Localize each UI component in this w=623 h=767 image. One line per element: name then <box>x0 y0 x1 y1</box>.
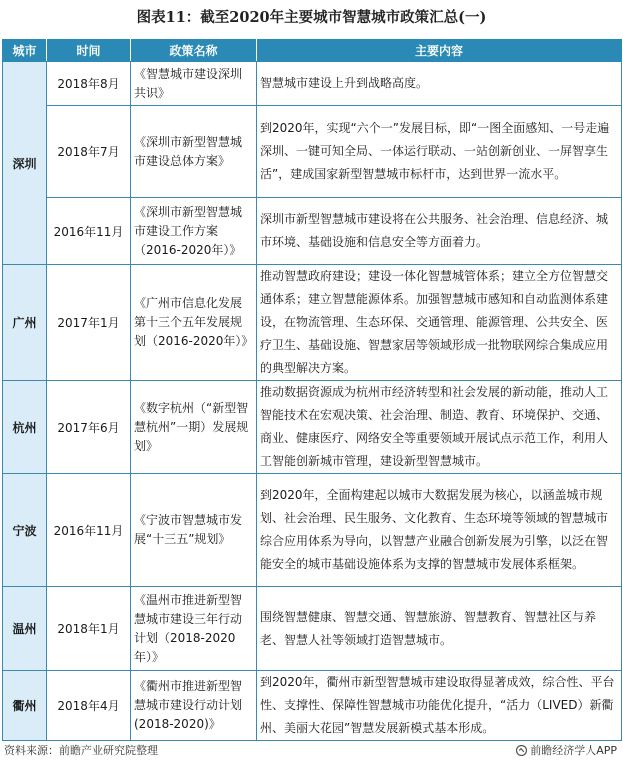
policy-name-cell: 《宁波市智慧城市发展“十三五”规划》 <box>131 474 257 587</box>
header-time: 时间 <box>47 40 131 62</box>
policy-name-cell: 《广州市信息化发展第十三个五年发展规划（2016-2020年）》 <box>131 265 257 381</box>
qianzhan-logo-icon <box>516 745 527 756</box>
city-cell: 广州 <box>3 265 47 381</box>
city-cell: 杭州 <box>3 381 47 474</box>
policy-name-cell: 《数字杭州（“新型智慧杭州”一期）发展规划》 <box>131 381 257 474</box>
header-main-content: 主要内容 <box>257 40 622 62</box>
content-cell: 推动数据资源成为杭州市经济转型和社会发展的新动能，推动人工智能技术在宏观决策、社会治理、制造、教育、环境保护、交通、商业、健康医疗、网络安全等重要领域开展试点示范工作，利用人工智能创新城市管理，建设新型智慧城市。 <box>257 381 622 474</box>
policy-name-cell: 《智慧城市建设深圳共识》 <box>131 62 257 106</box>
city-cell: 深圳 <box>3 62 47 265</box>
table-header-row <box>3 40 622 62</box>
brand-label: 前瞻经济学人APP <box>530 744 617 757</box>
header-policy-name: 政策名称 <box>131 40 257 62</box>
time-cell: 2017年6月 <box>47 381 131 474</box>
table-row <box>3 474 622 587</box>
table-row <box>3 62 622 106</box>
brand-credit <box>516 742 617 758</box>
time-cell: 2018年7月 <box>47 106 131 198</box>
content-cell: 围绕智慧健康、智慧交通、智慧旅游、智慧教育、智慧社区与养老、智慧人社等领域打造智慧城市。 <box>257 587 622 671</box>
policy-name-cell: 《温州市推进新型智慧城市建设三年行动计划（2018-2020年）》 <box>131 587 257 671</box>
content-cell: 推动智慧政府建设；建设一体化智慧城管体系；建立全方位智慧交通体系；建立智慧能源体系。加强智慧城市感知和自动监测体系建设，在物流管理、生态环保、交通管理、能源管理、公共安全、医疗卫生、基础设施、智慧家居等领域形成一批物联网综合集成应用的典型解决方案。 <box>257 265 622 381</box>
content-cell: 到2020年，实现“六个一”发展目标，即“一图全面感知、一号走遍深圳、一键可知全局、一体运行联动、一站创新创业、一屏智享生活”，建成国家新型智慧城市标杆市，达到世界一流水平。 <box>257 106 622 198</box>
content-cell: 到2020年，全面构建起以城市大数据发展为核心，以涵盖城市规划、社会治理、民生服务、文化教育、生态环境等领域的智慧城市综合应用体系为导向，以智慧产业融合创新发展为引擎，以泛在智能安全的城市基础设施体系为支撑的智慧城市发展体系框架。 <box>257 474 622 587</box>
content-cell: 智慧城市建设上升到战略高度。 <box>257 62 622 106</box>
content-cell: 深圳市新型智慧城市建设将在公共服务、社会治理、信息经济、城市环境、基础设施和信息安全等方面着力。 <box>257 198 622 265</box>
table-row <box>3 671 622 741</box>
time-cell: 2016年11月 <box>47 474 131 587</box>
source-note: 资料来源：前瞻产业研究院整理 <box>4 744 158 757</box>
time-cell: 2018年4月 <box>47 671 131 741</box>
city-cell: 宁波 <box>3 474 47 587</box>
table-row <box>3 587 622 671</box>
policy-name-cell: 《衢州市推进新型智慧城市建设行动计划(2018-2020)》 <box>131 671 257 741</box>
city-cell: 温州 <box>3 587 47 671</box>
policy-table <box>2 39 622 741</box>
table-row <box>3 198 622 265</box>
time-cell: 2018年1月 <box>47 587 131 671</box>
content-cell: 到2020年，衢州市新型智慧城市建设取得显著成效，综合性、平台性、支撑性、保障性智慧城市功能优化提升，“活力（LIVED）新衢州、美丽大花园”智慧发展新模式基本形成。 <box>257 671 622 741</box>
chart-title: 图表11：截至2020年主要城市智慧城市政策汇总(一) <box>136 9 487 26</box>
city-cell: 衢州 <box>3 671 47 741</box>
policy-name-cell: 《深圳市新型智慧城市建设总体方案》 <box>131 106 257 198</box>
policy-name-cell: 《深圳市新型智慧城市建设工作方案（2016-2020年）》 <box>131 198 257 265</box>
table-row <box>3 381 622 474</box>
table-row <box>3 106 622 198</box>
time-cell: 2018年8月 <box>47 62 131 106</box>
table-row <box>3 265 622 381</box>
header-city: 城市 <box>3 40 47 62</box>
time-cell: 2016年11月 <box>47 198 131 265</box>
time-cell: 2017年1月 <box>47 265 131 381</box>
